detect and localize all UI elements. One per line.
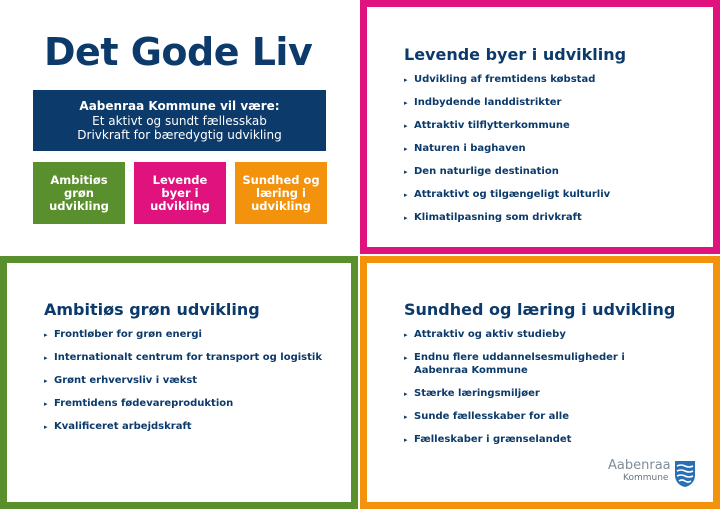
vision-lead: Aabenraa Kommune vil være: — [79, 99, 280, 113]
sundhed-title: Sundhed og læring i udvikling — [404, 300, 676, 319]
list-item: ▸ Attraktiv og aktiv studieby — [404, 329, 566, 340]
page-title: Det Gode Liv — [44, 30, 313, 74]
bullet-arrow-icon: ▸ — [404, 168, 408, 176]
list-item: ▸ Den naturlige destination — [404, 166, 559, 177]
list-item: ▸ Fremtidens fødevareproduktion — [44, 398, 234, 409]
bullet-arrow-icon: ▸ — [404, 412, 408, 421]
tile-levende-label: Levende byer i udvikling — [150, 172, 210, 213]
bullet-arrow-icon: ▸ — [404, 389, 408, 398]
list-item: ▸ Naturen i baghaven — [404, 143, 526, 154]
levende-list — [404, 74, 610, 225]
bullet-arrow-icon: ▸ — [404, 99, 408, 107]
levende-panel — [360, 0, 720, 254]
bullet-arrow-icon: ▸ — [404, 435, 408, 444]
vision-box — [33, 90, 326, 151]
tile-groen — [33, 162, 125, 224]
aabenraa-logo — [608, 458, 700, 492]
list-item: ▸ Attraktiv tilflytterkommune — [404, 120, 570, 131]
list-item: ▸ Indbydende landdistrikter — [404, 97, 562, 108]
groen-list — [44, 329, 322, 434]
sundhed-list — [404, 329, 644, 446]
list-item: ▸ Klimatilpasning som drivkraft — [404, 212, 582, 223]
groen-title: Ambitiøs grøn udvikling — [44, 300, 260, 319]
bullet-arrow-icon: ▸ — [44, 354, 48, 362]
bullet-arrow-icon: ▸ — [404, 214, 408, 222]
bullet-arrow-icon: ▸ — [404, 122, 408, 130]
list-item: ▸ Attraktivt og tilgængeligt kulturliv — [404, 189, 611, 200]
list-item: ▸ Grønt erhvervsliv i vækst — [44, 375, 198, 386]
bullet-arrow-icon: ▸ — [404, 145, 408, 153]
logo-sub: Kommune — [623, 473, 669, 483]
tile-sundhed — [235, 162, 327, 224]
list-item: ▸ Stærke læringsmiljøer — [404, 387, 540, 399]
tile-sundhed-label: Sundhed og læring i udvikling — [242, 172, 320, 213]
levende-title: Levende byer i udvikling — [404, 45, 627, 64]
bullet-arrow-icon: ▸ — [44, 331, 48, 339]
list-item: ▸ Udvikling af fremtidens købstad — [404, 74, 596, 85]
bullet-arrow-icon: ▸ — [44, 423, 48, 431]
bullet-arrow-icon: ▸ — [404, 331, 408, 339]
list-item: ▸ Fælleskaber i grænselandet — [404, 433, 572, 445]
groen-panel — [0, 256, 358, 509]
list-item: ▸ Kvalificeret arbejdskraft — [44, 421, 192, 432]
bullet-arrow-icon: ▸ — [404, 354, 408, 362]
bullet-arrow-icon: ▸ — [404, 76, 408, 84]
list-item: ▸ Frontløber for grøn energi — [44, 329, 202, 340]
list-item: ▸ Endnu flere uddannelsesmuligheder i Aabenraa Kommune — [404, 352, 625, 376]
bullet-arrow-icon: ▸ — [44, 400, 48, 408]
municipal-shield-icon — [674, 460, 696, 488]
vision-line-1: Et aktivt og sundt fællesskab — [92, 113, 267, 128]
logo-name: Aabenraa — [608, 458, 671, 473]
bullet-arrow-icon: ▸ — [44, 377, 48, 385]
vision-line-2: Drivkraft for bæredygtig udvikling — [77, 128, 282, 142]
tile-levende — [134, 162, 226, 224]
intro-panel — [0, 0, 358, 254]
list-item: ▸ Sunde fællesskaber for alle — [404, 410, 570, 422]
tile-groen-label: Ambitiøs grøn udvikling — [49, 172, 109, 213]
bullet-arrow-icon: ▸ — [404, 191, 408, 199]
list-item: ▸ Internationalt centrum for transport og logistik — [44, 352, 322, 363]
